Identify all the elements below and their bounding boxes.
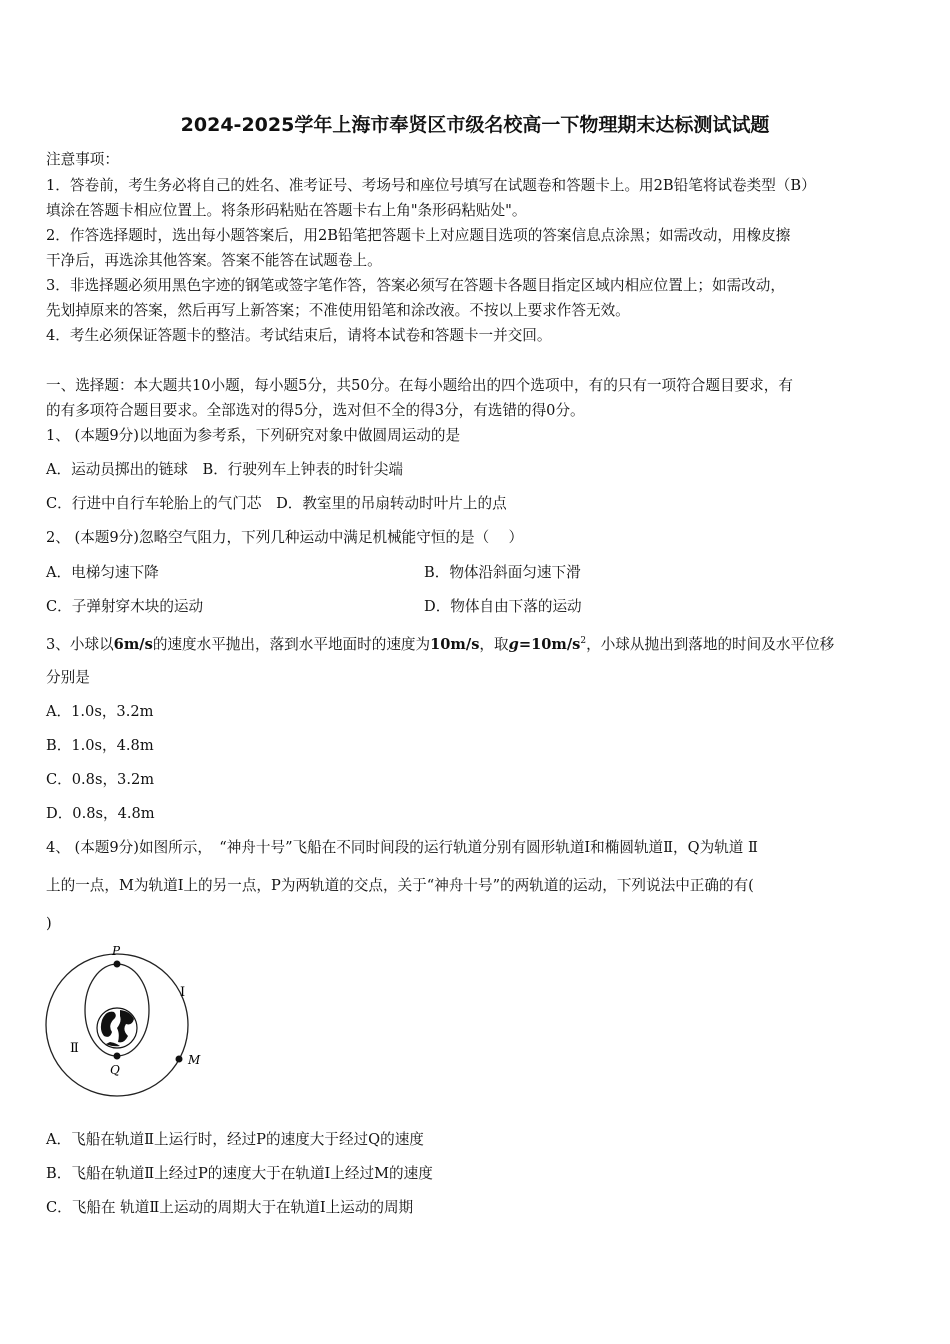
label-q: Q: [110, 1063, 120, 1077]
q1-options-cd: C．行进中自行车轮胎上的气门芯 D．教室里的吊扇转动时叶片上的点: [46, 495, 507, 512]
notice-line-6: 先划掉原来的答案，然后再写上新答案；不准使用铅笔和涂改液。不按以上要求作答无效。: [46, 302, 630, 319]
q4-option-a: A．飞船在轨道Ⅱ上运行时，经过P的速度大于经过Q的速度: [46, 1131, 424, 1148]
notice-line-7: 4．考生必须保证答题卡的整洁。考试结束后，请将本试卷和答题卡一并交回。: [46, 327, 552, 344]
exam-title: 2024-2025学年上海市奉贤区市级名校高一下物理期末达标测试试题: [180, 114, 770, 136]
q3-stem-line-2: 分别是: [46, 669, 90, 686]
q2-option-a: A．电梯匀速下降: [46, 564, 159, 581]
q2-option-d: D．物体自由下落的运动: [424, 598, 582, 615]
point-m-dot: [176, 1056, 183, 1063]
notice-line-2: 填涂在答题卡相应位置上。将条形码粘贴在答题卡右上角"条形码粘贴处"。: [46, 202, 527, 219]
notice-heading: 注意事项：: [46, 151, 119, 168]
notice-line-3: 2．作答选择题时，选出每小题答案后，用2B铅笔把答题卡上对应题目选项的答案信息点涂黑；如需改动，用橡皮擦: [46, 227, 791, 244]
q2-options-row-1: [46, 563, 912, 583]
q2-option-b: B．物体沿斜面匀速下滑: [424, 564, 581, 581]
label-orbit-1: Ⅰ: [180, 985, 186, 1000]
label-orbit-2: Ⅱ: [70, 1041, 79, 1056]
q3-stem: 3、小球以6m/s的速度水平抛出，落到水平地面时的速度为10m/s，取$g=10m/s^2$，小球从抛出到落地的时间及水平位移: [46, 635, 835, 653]
notice-line-5: 3．非选择题必须用黑色字迹的钢笔或签字笔作答，答案必须写在答题卡各题目指定区域内相应位置上；如需改动，: [46, 277, 785, 294]
q3-option-d: D．0.8s，4.8m: [46, 805, 155, 822]
q4-stem-line-3: ): [46, 915, 52, 932]
section-intro-line-2: 的有多项符合题目要求。全部选对的得5分，选对但不全的得3分，有选错的得0分。: [46, 402, 585, 419]
q3-option-a: A．1.0s，3.2m: [46, 703, 154, 720]
q1-stem: 1、 (本题9分)以地面为参考系，下列研究对象中做圆周运动的是: [46, 427, 461, 444]
q4-option-b: B．飞船在轨道Ⅱ上经过P的速度大于在轨道Ⅰ上经过M的速度: [46, 1165, 433, 1182]
point-p-dot: [114, 961, 121, 968]
section-intro-line-1: 一、选择题：本大题共10小题，每小题5分，共50分。在每小题给出的四个选项中，有的只有一项符合题目要求，有: [46, 377, 793, 394]
q2-stem: 2、 (本题9分)忽略空气阻力，下列几种运动中满足机械能守恒的是（ ）: [46, 529, 524, 546]
point-q-dot: [114, 1053, 121, 1060]
notice-line-4: 干净后，再选涂其他答案。答案不能答在试题卷上。: [46, 252, 382, 269]
q2-option-c: C．子弹射穿木块的运动: [46, 598, 204, 615]
orbit-diagram: [40, 940, 210, 1100]
q3-option-c: C．0.8s，3.2m: [46, 771, 155, 788]
label-m: M: [188, 1053, 201, 1067]
q4-option-c: C．飞船在 轨道Ⅱ上运动的周期大于在轨道Ⅰ上运动的周期: [46, 1199, 414, 1216]
q4-stem-line-2: 上的一点，M为轨道Ⅰ上的另一点，P为两轨道的交点，关于“神舟十号”的两轨道的运动，下列说法中正确的有(: [46, 877, 754, 894]
label-p: P: [112, 944, 121, 958]
notice-line-1: 1．答卷前，考生务必将自己的姓名、准考证号、考场号和座位号填写在试题卷和答题卡上。用2B铅笔将试卷类型（B）: [46, 177, 816, 194]
q3-option-b: B．1.0s，4.8m: [46, 737, 154, 754]
q1-options-ab: A．运动员掷出的链球 B．行驶列车上钟表的时针尖端: [46, 461, 403, 478]
earth-icon: [97, 1008, 137, 1048]
q2-options-row-2: [46, 597, 912, 617]
q4-stem-line-1: 4、 (本题9分)如图所示， “神舟十号”飞船在不同时间段的运行轨道分别有圆形轨道Ⅰ和椭圆轨道Ⅱ，Q为轨道 Ⅱ: [46, 839, 758, 856]
